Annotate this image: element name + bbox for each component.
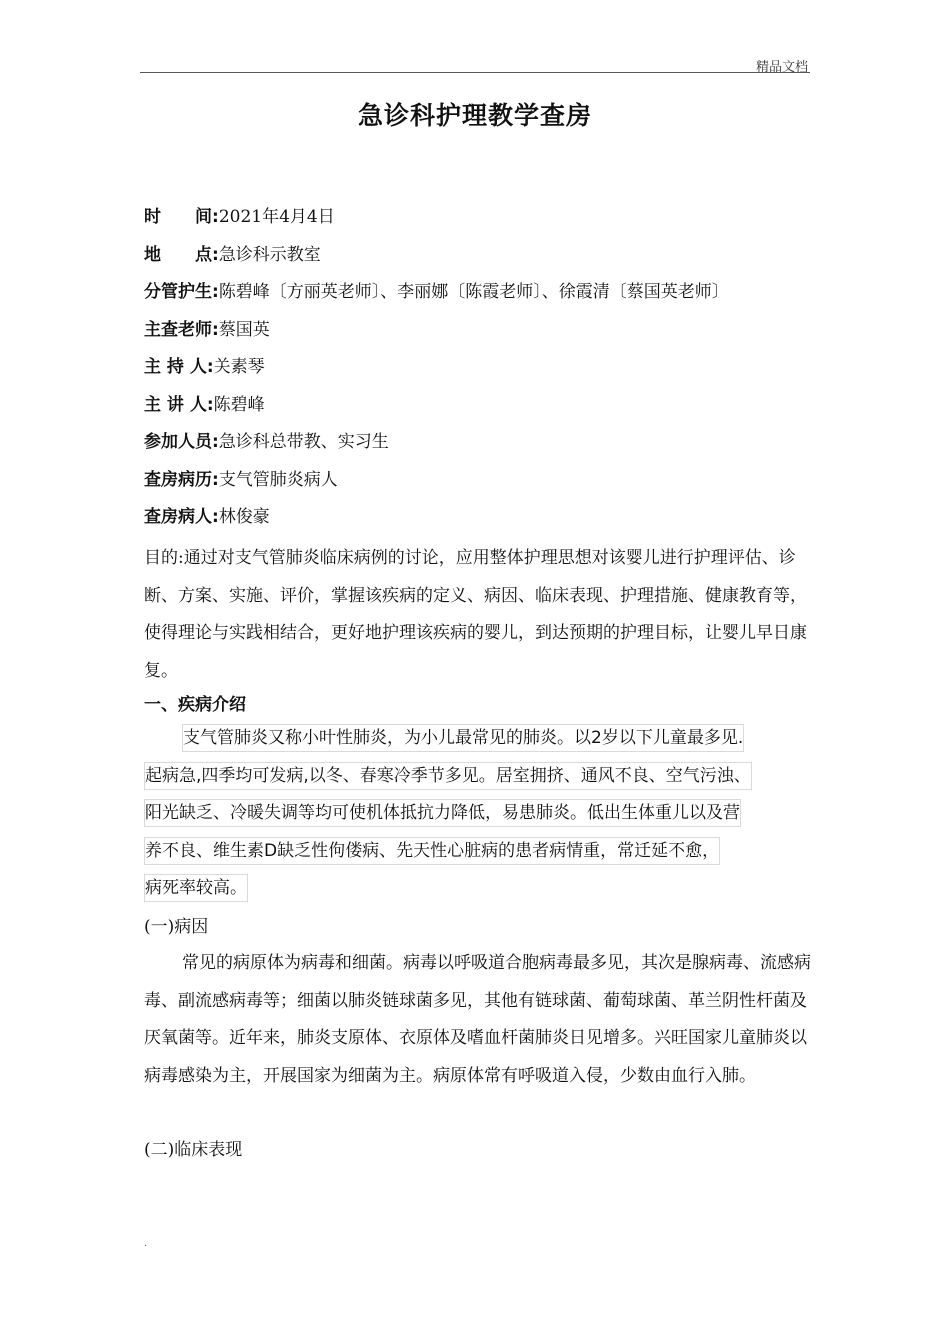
meta-value: 2021年4月4日 [218, 207, 335, 227]
intro-line-text: 阳光缺乏、冷暖失调等均可使机体抵抗力降低，易患肺炎。低出生体重儿以及营 [144, 799, 741, 827]
document-title: 急诊科护理教学查房 [357, 101, 592, 130]
meta-row-host [144, 355, 824, 393]
meta-key: 参加人员: [144, 432, 219, 452]
meta-key: 地 点: [144, 244, 219, 265]
meta-row-case [144, 468, 824, 506]
meta-value: 蔡国英 [218, 319, 270, 340]
meta-row-chief-teacher [144, 318, 824, 356]
intro-line [144, 833, 816, 871]
meta-key: 主查老师: [144, 319, 219, 340]
cause-paragraph: 常见的病原体为病毒和细菌。病毒以呼吸道合胞病毒最多见，其次是腺病毒、流感病毒、副流感病毒等；细菌以肺炎链球菌多见，其他有链球菌、葡萄球菌、革兰阴性杆菌及厌氧菌等。近年来，肺炎支原体、衣原体及嗜血杆菌肺炎日见增多。兴旺国家儿童肺炎以病毒感染为主，开展国家为细菌为主。病原体常有呼吸道入侵，少数由血行入肺。 [144, 953, 811, 1086]
header-label: 精品文档 [755, 60, 808, 75]
meta-row-nurses [144, 280, 824, 318]
meta-key: 时 间: [144, 207, 219, 227]
footer-mark: . [144, 1238, 148, 1249]
header-rule [140, 72, 810, 73]
section-heading-disease-intro: 一、疾病介绍 [144, 695, 246, 715]
meta-value: 关素琴 [213, 357, 265, 377]
meta-key: 分管护生: [144, 282, 219, 302]
meta-value: 陈碧峰 [213, 394, 265, 415]
subheading-cause: (一)病因 [144, 917, 209, 937]
meta-row-speaker [144, 393, 824, 431]
intro-line-text: 支气管肺炎又称小叶性肺炎，为小儿最常见的肺炎。以2岁以下儿童最多见. [182, 724, 744, 752]
meta-row-patient [144, 505, 824, 543]
meta-key: 查房病人: [144, 507, 219, 527]
disease-intro-box [144, 720, 816, 908]
meta-row-time [144, 205, 824, 243]
meta-value: 支气管肺炎病人 [218, 469, 338, 490]
intro-line [144, 870, 816, 908]
subheading-clinical: (二)临床表现 [144, 1140, 243, 1160]
meta-value: 急诊科总带教、实习生 [218, 432, 389, 452]
meta-key: 主 持 人: [144, 357, 214, 377]
intro-line-text: 养不良、维生素D缺乏性佝偻病、先天性心脏病的患者病情重，常迁延不愈， [144, 837, 720, 865]
purpose-paragraph: 目的:通过对支气管肺炎临床病例的讨论，应用整体护理思想对该婴儿进行护理评估、诊断、方案、实施、评价，掌握该疾病的定义、病因、临床表现、护理措施、健康教育等，使得理论与实践相结合，更好地护理该疾病的婴儿，到达预期的护理目标，让婴儿早日康复。 [144, 548, 807, 681]
intro-line-text: 起病急,四季均可发病,以冬、春寒冷季节多见。居室拥挤、通风不良、空气污浊、 [144, 762, 752, 790]
meta-value: 陈碧峰〔方丽英老师〕、李丽娜〔陈霞老师〕、徐霞清〔蔡国英老师〕 [218, 282, 729, 302]
intro-line [144, 720, 816, 758]
meta-list [144, 205, 824, 543]
meta-row-place [144, 243, 824, 281]
intro-line [144, 758, 816, 796]
meta-value: 林俊豪 [218, 507, 270, 527]
intro-line-text: 病死率较高。 [144, 874, 248, 902]
meta-row-participants [144, 430, 824, 468]
meta-key: 主 讲 人: [144, 394, 214, 415]
intro-line [144, 795, 816, 833]
meta-key: 查房病历: [144, 469, 219, 490]
meta-value: 急诊科示教室 [218, 244, 321, 265]
